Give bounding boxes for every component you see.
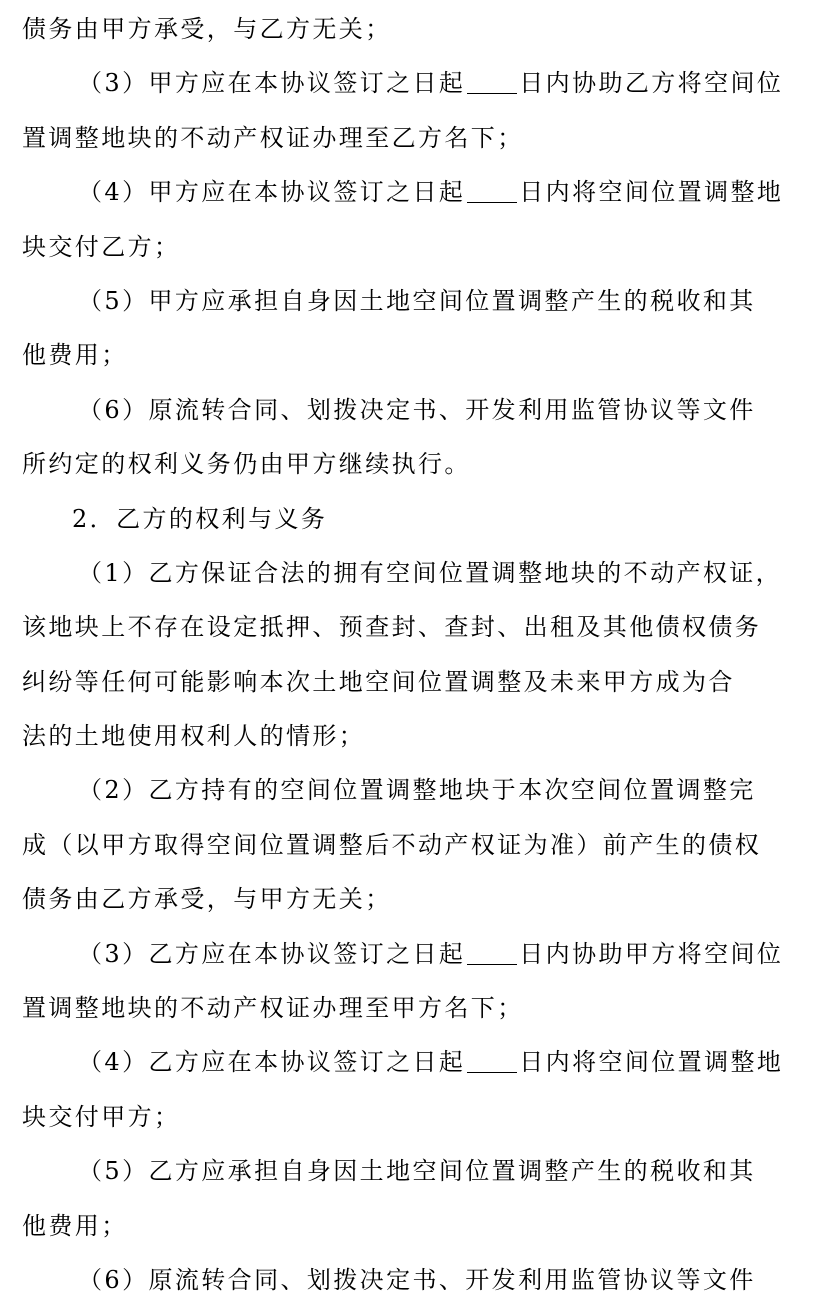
text-line: 该地块上不存在设定抵押、预查封、查封、出租及其他债权债务 — [22, 613, 762, 642]
clause-text-after-blank: 日内将空间位置调整地 — [519, 178, 784, 207]
clause-text-after-blank: 日内将空间位置调整地 — [519, 1048, 784, 1077]
blank-days-field — [467, 180, 517, 203]
clause-line — [22, 56, 808, 110]
text-line: 所约定的权利义务仍由甲方继续执行。 — [22, 450, 471, 479]
text-line: 成（以甲方取得空间位置调整后不动产权证为准）前产生的债权 — [22, 830, 762, 859]
text-line: 置调整地块的不动产权证办理至甲方名下； — [22, 994, 524, 1023]
blank-days-field — [467, 942, 517, 965]
clause-line: （5）甲方应承担自身因土地空间位置调整产生的税收和其 — [78, 286, 756, 315]
text-line: 块交付甲方； — [22, 1102, 181, 1131]
clause-text-before-blank: （4）乙方应在本协议签订之日起 — [78, 1048, 466, 1077]
clause-line: （5）乙方应承担自身因土地空间位置调整产生的税收和其 — [78, 1157, 756, 1186]
text-line: 置调整地块的不动产权证办理至乙方名下； — [22, 123, 524, 152]
text-line: 他费用； — [22, 341, 128, 370]
clause-line: （2）乙方持有的空间位置调整地块于本次空间位置调整完 — [78, 776, 756, 805]
clause-line — [22, 927, 808, 981]
blank-days-field — [467, 1050, 517, 1073]
text-line: 法的土地使用权利人的情形； — [22, 722, 366, 751]
text-line: 债务由甲方承受，与乙方无关； — [22, 15, 392, 43]
clause-text-after-blank: 日内协助甲方将空间位 — [519, 939, 784, 968]
clause-text-before-blank: （3）乙方应在本协议签订之日起 — [78, 939, 466, 968]
clause-text-before-blank: （4）甲方应在本协议签订之日起 — [78, 178, 466, 207]
clause-line: （6）原流转合同、划拨决定书、开发利用监管协议等文件 — [78, 395, 756, 424]
text-line: 块交付乙方； — [22, 232, 181, 261]
clause-line — [22, 165, 808, 219]
blank-days-field — [467, 71, 517, 94]
clause-line — [22, 1035, 808, 1089]
clause-line: （6）原流转合同、划拨决定书、开发利用监管协议等文件 — [78, 1265, 756, 1294]
clause-line: （1）乙方保证合法的拥有空间位置调整地块的不动产权证， — [78, 558, 783, 587]
section-heading: 2．乙方的权利与义务 — [72, 504, 328, 533]
text-line: 纠纷等任何可能影响本次土地空间位置调整及未来甲方成为合 — [22, 667, 735, 696]
clause-text-after-blank: 日内协助乙方将空间位 — [519, 69, 784, 98]
text-line: 债务由乙方承受，与甲方无关； — [22, 885, 392, 914]
text-line: 他费用； — [22, 1211, 128, 1240]
clause-text-before-blank: （3）甲方应在本协议签订之日起 — [78, 69, 466, 98]
